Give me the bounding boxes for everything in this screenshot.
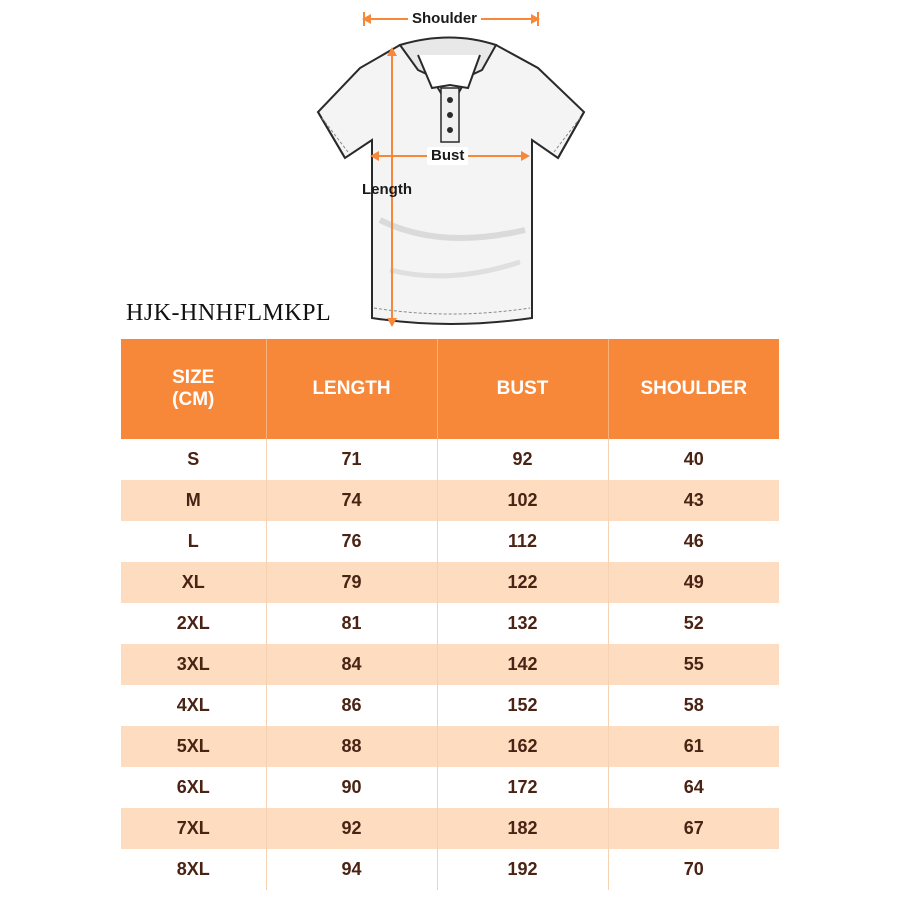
cell-shoulder: 67 (608, 808, 779, 849)
cell-size: 2XL (121, 603, 266, 644)
bust-dimension-label: Bust (427, 147, 468, 165)
table-row (121, 562, 779, 603)
size-chart-table (121, 339, 779, 890)
cell-shoulder: 49 (608, 562, 779, 603)
header-bust: BUST (437, 339, 608, 439)
table-row (121, 685, 779, 726)
polo-shirt-icon (300, 0, 600, 340)
table-row (121, 808, 779, 849)
size-rows (121, 439, 779, 890)
cell-size: 6XL (121, 767, 266, 808)
cell-size: S (121, 439, 266, 480)
cell-shoulder: 70 (608, 849, 779, 890)
cell-bust: 142 (437, 644, 608, 685)
cell-bust: 122 (437, 562, 608, 603)
cell-length: 76 (266, 521, 437, 562)
cell-bust: 172 (437, 767, 608, 808)
header-shoulder: SHOULDER (608, 339, 779, 439)
cell-length: 71 (266, 439, 437, 480)
cell-length: 74 (266, 480, 437, 521)
cell-size: 4XL (121, 685, 266, 726)
cell-shoulder: 52 (608, 603, 779, 644)
cell-length: 86 (266, 685, 437, 726)
cell-length: 90 (266, 767, 437, 808)
cell-shoulder: 61 (608, 726, 779, 767)
table-header-row (121, 339, 779, 439)
cell-length: 94 (266, 849, 437, 890)
measurement-diagram (300, 0, 600, 340)
cell-length: 88 (266, 726, 437, 767)
cell-length: 81 (266, 603, 437, 644)
table-row (121, 849, 779, 890)
cell-shoulder: 40 (608, 439, 779, 480)
cell-bust: 182 (437, 808, 608, 849)
cell-bust: 102 (437, 480, 608, 521)
cell-length: 84 (266, 644, 437, 685)
cell-size: 8XL (121, 849, 266, 890)
table-row (121, 521, 779, 562)
cell-size: M (121, 480, 266, 521)
cell-bust: 192 (437, 849, 608, 890)
header-length: LENGTH (266, 339, 437, 439)
header-size-line1: SIZE (172, 367, 215, 388)
cell-bust: 92 (437, 439, 608, 480)
table-row (121, 439, 779, 480)
cell-bust: 132 (437, 603, 608, 644)
cell-size: XL (121, 562, 266, 603)
cell-shoulder: 58 (608, 685, 779, 726)
cell-size: 3XL (121, 644, 266, 685)
cell-shoulder: 46 (608, 521, 779, 562)
table-row (121, 767, 779, 808)
table-row (121, 726, 779, 767)
cell-shoulder: 64 (608, 767, 779, 808)
cell-bust: 162 (437, 726, 608, 767)
table-row (121, 603, 779, 644)
cell-bust: 112 (437, 521, 608, 562)
product-code: HJK-HNHFLMKPL (126, 300, 332, 326)
header-size-line2: (CM) (172, 389, 215, 410)
table-row (121, 480, 779, 521)
cell-size: 7XL (121, 808, 266, 849)
table-row (121, 644, 779, 685)
cell-length: 92 (266, 808, 437, 849)
length-dimension-label: Length (362, 181, 412, 198)
cell-shoulder: 55 (608, 644, 779, 685)
header-size (121, 339, 266, 439)
cell-size: 5XL (121, 726, 266, 767)
cell-shoulder: 43 (608, 480, 779, 521)
cell-length: 79 (266, 562, 437, 603)
cell-size: L (121, 521, 266, 562)
shoulder-dimension-label: Shoulder (408, 10, 481, 28)
cell-bust: 152 (437, 685, 608, 726)
